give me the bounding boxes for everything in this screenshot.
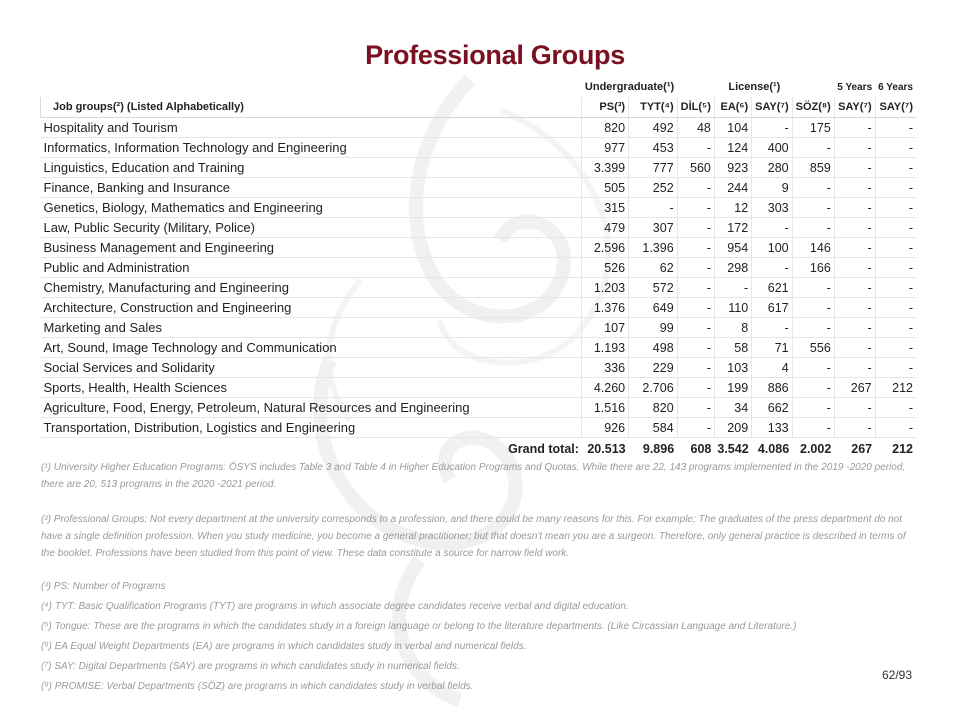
tyt-cell: 820 [629, 398, 678, 418]
ea-cell: 58 [714, 338, 751, 358]
ps-cell: 1.203 [582, 278, 629, 298]
ea-cell: 923 [714, 158, 751, 178]
ea-cell: 124 [714, 138, 751, 158]
table-row [41, 398, 917, 418]
say-6-years-header: SAY(⁷) [875, 97, 916, 118]
say-cell: - [752, 318, 792, 338]
say-cell: - [752, 118, 792, 138]
job-group-name: Finance, Banking and Insurance [41, 178, 582, 198]
say-cell: 9 [752, 178, 792, 198]
column-group-header-row [41, 77, 917, 97]
ps-cell: 2.596 [582, 238, 629, 258]
tyt-cell: 2.706 [629, 378, 678, 398]
page-number: 62/93 [881, 668, 912, 682]
job-group-name: Public and Administration [41, 258, 582, 278]
say-5-years-cell: - [834, 138, 875, 158]
say-5-years-cell: - [834, 198, 875, 218]
table-row [41, 138, 917, 158]
tyt-cell: 453 [629, 138, 678, 158]
soz-header: SÖZ(⁸) [792, 97, 834, 118]
footnote-text: (⁷) SAY: Digital Departments (SAY) are programs in which candidates study in numerical fields. [41, 661, 460, 672]
say-cell: 400 [752, 138, 792, 158]
table-row [41, 198, 917, 218]
total-ps-cell: 20.513 [587, 442, 626, 456]
ea-cell: 103 [714, 358, 751, 378]
tyt-cell: 252 [629, 178, 678, 198]
ea-cell: - [714, 278, 751, 298]
five-years-header: 5 Years [837, 81, 873, 93]
footnote-5 [41, 618, 921, 635]
tyt-cell: 572 [629, 278, 678, 298]
table-row [41, 258, 917, 278]
job-group-name: Business Management and Engineering [41, 238, 582, 258]
say-5-years-cell: - [834, 398, 875, 418]
say-6-years-cell: - [875, 238, 916, 258]
dil-cell: - [677, 258, 714, 278]
ea-cell: 244 [714, 178, 751, 198]
footnote-text: (⁸) PROMISE: Verbal Departments (SÖZ) are programs in which candidates study in verbal fields. [41, 681, 474, 692]
ps-cell: 820 [582, 118, 629, 138]
say-cell: 886 [752, 378, 792, 398]
total-ea-cell: 3.542 [717, 442, 749, 456]
job-group-name: Law, Public Security (Military, Police) [41, 218, 582, 238]
soz-cell: 175 [792, 118, 834, 138]
footnote-8 [41, 678, 921, 695]
footnote-text: (⁶) EA Equal Weight Departments (EA) are programs in which candidates study in verbal and numerical fields. [41, 641, 527, 652]
say-5-years-cell: - [834, 358, 875, 378]
group-header-spacer [41, 77, 582, 97]
dil-cell: - [677, 298, 714, 318]
tyt-cell: - [629, 198, 678, 218]
soz-cell: - [792, 218, 834, 238]
job-group-name: Chemistry, Manufacturing and Engineering [41, 278, 582, 298]
footnote-text: (³) PS: Number of Programs [41, 581, 166, 592]
footnote-text: (²) Professional Groups: Not every department at the university corresponds to a profession, and there could be many reasons for this. For example; The graduates of the press department do not have a single definition profession. When you study medicine, you become a general practitioner; but that doesn't mean you are a surgeon. Therefore, only general practice is described in terms of the booklet. Professions have been studied from this point of view. These data constitute a source for narrow field work. [41, 514, 906, 559]
say-cell: 617 [752, 298, 792, 318]
footnote-text: (⁵) Tongue: These are the programs in which the candidates study in a foreign language or belong to the literature departments. (Like Circassian Language and Literature.) [41, 621, 797, 632]
ps-cell: 1.376 [582, 298, 629, 318]
say-5-years-cell: - [834, 118, 875, 138]
grand-total-label: Grand total: [508, 442, 579, 456]
soz-cell: 556 [792, 338, 834, 358]
say-5-years-cell: - [834, 218, 875, 238]
footnote-2 [41, 511, 921, 562]
say-5-years-cell: - [834, 178, 875, 198]
dil-cell: 48 [677, 118, 714, 138]
say-6-years-cell: - [875, 258, 916, 278]
tyt-cell: 498 [629, 338, 678, 358]
footnote-6 [41, 638, 921, 655]
say-5-years-cell: - [834, 418, 875, 438]
tyt-cell: 649 [629, 298, 678, 318]
ea-cell: 110 [714, 298, 751, 318]
tyt-cell: 62 [629, 258, 678, 278]
table-row [41, 158, 917, 178]
dil-cell: - [677, 378, 714, 398]
say-cell: 621 [752, 278, 792, 298]
dil-cell: - [677, 238, 714, 258]
dil-cell: - [677, 218, 714, 238]
job-group-name: Architecture, Construction and Engineering [41, 298, 582, 318]
footnote-3 [41, 578, 921, 595]
say-5-years-cell: - [834, 338, 875, 358]
column-header-row [41, 97, 917, 118]
say-6-years-cell: 212 [875, 378, 916, 398]
tyt-cell: 1.396 [629, 238, 678, 258]
say-cell: 133 [752, 418, 792, 438]
tyt-header: TYT(⁴) [629, 97, 678, 118]
job-group-name: Art, Sound, Image Technology and Communication [41, 338, 582, 358]
ps-cell: 479 [582, 218, 629, 238]
ps-header: PS(³) [582, 97, 629, 118]
soz-cell: - [792, 138, 834, 158]
say-6-years-cell: - [875, 198, 916, 218]
soz-cell: - [792, 318, 834, 338]
table-row [41, 218, 917, 238]
dil-cell: - [677, 138, 714, 158]
ea-cell: 8 [714, 318, 751, 338]
tyt-cell: 492 [629, 118, 678, 138]
say-6-years-cell: - [875, 398, 916, 418]
say-5-years-cell: - [834, 298, 875, 318]
table-row [41, 418, 917, 438]
footnote-text: (¹) University Higher Education Programs: ÖSYS includes Table 3 and Table 4 in Higher Education Programs and Quotas. While there are 22, 143 programs implemented in the 2019 -2020 period, there are 20, 513 programs in the 2020 -2021 period. [41, 462, 906, 490]
table-row [41, 278, 917, 298]
table-row [41, 378, 917, 398]
dil-cell: - [677, 178, 714, 198]
say-6-years-cell: - [875, 178, 916, 198]
say-6-years-cell: - [875, 278, 916, 298]
job-group-name: Linguistics, Education and Training [41, 158, 582, 178]
say-6-years-cell: - [875, 358, 916, 378]
license-group-header: License(¹) [728, 81, 781, 93]
soz-cell: - [792, 298, 834, 318]
footnote-4 [41, 598, 921, 615]
say-header: SAY(⁷) [752, 97, 792, 118]
say-5-years-cell: - [834, 238, 875, 258]
say-6-years-cell: - [875, 218, 916, 238]
tyt-cell: 584 [629, 418, 678, 438]
say-cell: 4 [752, 358, 792, 378]
dil-cell: - [677, 398, 714, 418]
soz-cell: - [792, 398, 834, 418]
table-row [41, 298, 917, 318]
footnote-1 [41, 459, 921, 493]
say-cell: - [752, 258, 792, 278]
table-row [41, 318, 917, 338]
dil-cell: - [677, 318, 714, 338]
job-groups-header: Job groups(²) (Listed Alphabetically) [41, 97, 582, 118]
ea-cell: 104 [714, 118, 751, 138]
grand-total-row [41, 438, 917, 461]
ps-cell: 1.193 [582, 338, 629, 358]
say-6-years-cell: - [875, 158, 916, 178]
say-5-years-cell: 267 [834, 378, 875, 398]
ps-cell: 1.516 [582, 398, 629, 418]
ps-cell: 107 [582, 318, 629, 338]
total-soz-cell: 2.002 [800, 442, 832, 456]
tyt-cell: 99 [629, 318, 678, 338]
dil-header: DİL(⁵) [677, 97, 714, 118]
job-group-name: Sports, Health, Health Sciences [41, 378, 582, 398]
say-6-years-cell: - [875, 318, 916, 338]
ea-header: EA(⁶) [714, 97, 751, 118]
ps-cell: 505 [582, 178, 629, 198]
ea-cell: 12 [714, 198, 751, 218]
say-6-years-cell: - [875, 338, 916, 358]
job-group-name: Hospitality and Tourism [41, 118, 582, 138]
say-6-years-cell: - [875, 138, 916, 158]
table-row [41, 238, 917, 258]
tyt-cell: 777 [629, 158, 678, 178]
job-group-name: Transportation, Distribution, Logistics and Engineering [41, 418, 582, 438]
table-row [41, 358, 917, 378]
dil-cell: - [677, 358, 714, 378]
say-6-years-cell: - [875, 118, 916, 138]
soz-cell: 146 [792, 238, 834, 258]
say-5-years-cell: - [834, 258, 875, 278]
professional-groups-table [40, 77, 916, 460]
page-title: Professional Groups [365, 40, 625, 70]
ps-cell: 4.260 [582, 378, 629, 398]
soz-cell: - [792, 178, 834, 198]
footnote-text: (⁴) TYT: Basic Qualification Programs (TYT) are programs in which associate degree candidates receive verbal and digital education. [41, 601, 629, 612]
total-say-6-years-cell: 212 [892, 442, 913, 456]
job-group-name: Social Services and Solidarity [41, 358, 582, 378]
job-group-name: Informatics, Information Technology and Engineering [41, 138, 582, 158]
ps-cell: 3.399 [582, 158, 629, 178]
table-row [41, 178, 917, 198]
soz-cell: - [792, 198, 834, 218]
say-cell: - [752, 218, 792, 238]
total-dil-cell: 608 [690, 442, 712, 456]
soz-cell: - [792, 278, 834, 298]
ea-cell: 34 [714, 398, 751, 418]
say-cell: 100 [752, 238, 792, 258]
tyt-cell: 307 [629, 218, 678, 238]
undergraduate-group-header: Undergraduate(¹) [584, 81, 675, 93]
ps-cell: 315 [582, 198, 629, 218]
ea-cell: 298 [714, 258, 751, 278]
ps-cell: 926 [582, 418, 629, 438]
say-cell: 662 [752, 398, 792, 418]
say-5-years-cell: - [834, 278, 875, 298]
job-group-name: Agriculture, Food, Energy, Petroleum, Natural Resources and Engineering [41, 398, 582, 418]
say-6-years-cell: - [875, 418, 916, 438]
ea-cell: 172 [714, 218, 751, 238]
say-5-years-cell: - [834, 158, 875, 178]
total-tyt-cell: 9.896 [642, 442, 675, 456]
total-say-cell: 4.086 [757, 442, 790, 456]
ps-cell: 977 [582, 138, 629, 158]
dil-cell: 560 [677, 158, 714, 178]
table-row [41, 118, 917, 138]
soz-cell: - [792, 378, 834, 398]
job-group-name: Genetics, Biology, Mathematics and Engineering [41, 198, 582, 218]
table-row [41, 338, 917, 358]
ps-cell: 336 [582, 358, 629, 378]
dil-cell: - [677, 418, 714, 438]
six-years-header: 6 Years [878, 81, 913, 93]
job-group-name: Marketing and Sales [41, 318, 582, 338]
say-5-years-cell: - [834, 318, 875, 338]
say-cell: 303 [752, 198, 792, 218]
total-say-5-years-cell: 267 [851, 442, 873, 456]
ea-cell: 209 [714, 418, 751, 438]
soz-cell: 859 [792, 158, 834, 178]
say-5-years-header: SAY(⁷) [834, 97, 875, 118]
ps-cell: 526 [582, 258, 629, 278]
tyt-cell: 229 [629, 358, 678, 378]
soz-cell: - [792, 418, 834, 438]
dil-cell: - [677, 338, 714, 358]
soz-cell: 166 [792, 258, 834, 278]
say-cell: 71 [752, 338, 792, 358]
say-6-years-cell: - [875, 298, 916, 318]
dil-cell: - [677, 198, 714, 218]
soz-cell: - [792, 358, 834, 378]
ea-cell: 954 [714, 238, 751, 258]
say-cell: 280 [752, 158, 792, 178]
footnote-7 [41, 658, 921, 675]
group-header-spacer [677, 77, 714, 97]
ea-cell: 199 [714, 378, 751, 398]
dil-cell: - [677, 278, 714, 298]
